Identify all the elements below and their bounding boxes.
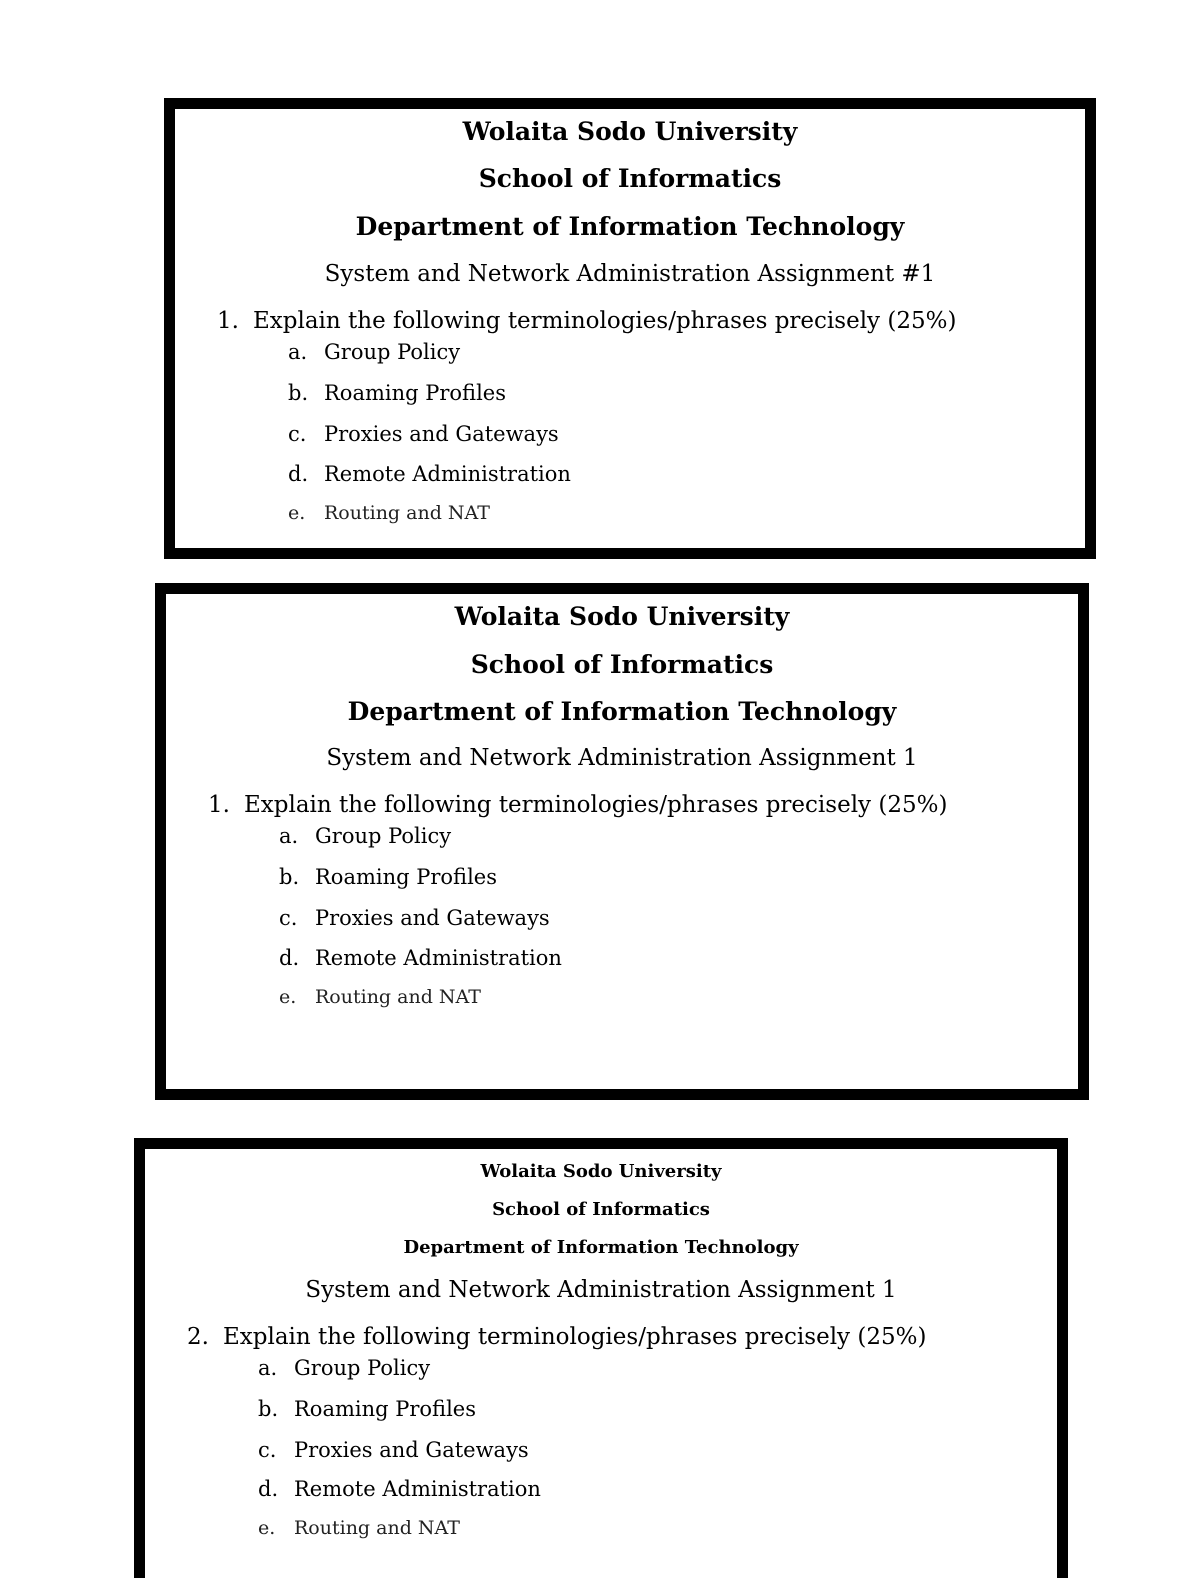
question-number: 1.	[208, 792, 230, 818]
assignment-title: System and Network Administration Assignment 1	[305, 1277, 897, 1303]
list-item	[258, 1438, 529, 1462]
item-letter: a.	[288, 340, 308, 364]
department-heading: Department of Information Technology	[403, 1237, 799, 1258]
list-item	[279, 865, 497, 889]
item-letter: c.	[279, 906, 298, 930]
list-item	[288, 462, 571, 486]
list-item	[279, 824, 451, 848]
university-heading: Wolaita Sodo University	[454, 602, 790, 631]
item-text: Group Policy	[294, 1356, 431, 1380]
question-number: 1.	[217, 308, 239, 334]
list-item	[258, 1397, 476, 1421]
department-heading: Department of Information Technology	[355, 212, 905, 241]
item-letter: e.	[288, 502, 306, 524]
department-heading: Department of Information Technology	[347, 697, 897, 726]
question-text: Explain the following terminologies/phrases precisely (25%)	[223, 1324, 927, 1350]
question-line	[217, 308, 956, 334]
question-number: 2.	[187, 1324, 209, 1350]
university-heading: Wolaita Sodo University	[462, 117, 798, 146]
list-item	[258, 1477, 541, 1501]
school-heading: School of Informatics	[470, 650, 774, 679]
item-letter: d.	[258, 1477, 279, 1501]
item-text: Remote Administration	[324, 462, 571, 486]
assignment-block-2	[155, 583, 1089, 1100]
list-item	[288, 422, 559, 446]
item-text: Roaming Profiles	[315, 865, 497, 889]
item-text: Group Policy	[324, 340, 461, 364]
item-letter: d.	[279, 946, 300, 970]
item-letter: c.	[288, 422, 307, 446]
item-text: Routing and NAT	[315, 986, 481, 1008]
item-letter: a.	[279, 824, 299, 848]
list-item	[279, 986, 481, 1008]
assignment-title: System and Network Administration Assignment #1	[324, 261, 936, 287]
item-letter: c.	[258, 1438, 277, 1462]
item-text: Remote Administration	[294, 1477, 541, 1501]
item-letter: b.	[288, 381, 309, 405]
item-text: Routing and NAT	[324, 502, 490, 524]
list-item	[279, 906, 550, 930]
item-letter: b.	[279, 865, 300, 889]
item-text: Roaming Profiles	[294, 1397, 476, 1421]
list-item	[279, 946, 562, 970]
item-letter: d.	[288, 462, 309, 486]
assignment-block-3	[134, 1138, 1068, 1578]
item-text: Remote Administration	[315, 946, 562, 970]
school-heading: School of Informatics	[492, 1199, 710, 1220]
assignment-title: System and Network Administration Assignment 1	[326, 745, 918, 771]
question-line	[208, 792, 947, 818]
list-item	[258, 1517, 460, 1539]
item-text: Proxies and Gateways	[315, 906, 550, 930]
list-item	[258, 1356, 430, 1380]
list-item	[288, 340, 460, 364]
item-text: Routing and NAT	[294, 1517, 460, 1539]
list-item	[288, 502, 490, 524]
item-text: Proxies and Gateways	[324, 422, 559, 446]
question-line	[187, 1324, 926, 1350]
assignment-block-1	[164, 98, 1096, 559]
item-text: Roaming Profiles	[324, 381, 506, 405]
item-letter: a.	[258, 1356, 278, 1380]
item-letter: e.	[279, 986, 297, 1008]
item-letter: e.	[258, 1517, 276, 1539]
question-text: Explain the following terminologies/phrases precisely (25%)	[253, 308, 957, 334]
item-letter: b.	[258, 1397, 279, 1421]
list-item	[288, 381, 506, 405]
university-heading: Wolaita Sodo University	[480, 1161, 722, 1182]
school-heading: School of Informatics	[478, 164, 782, 193]
question-text: Explain the following terminologies/phrases precisely (25%)	[244, 792, 948, 818]
item-text: Proxies and Gateways	[294, 1438, 529, 1462]
item-text: Group Policy	[315, 824, 452, 848]
